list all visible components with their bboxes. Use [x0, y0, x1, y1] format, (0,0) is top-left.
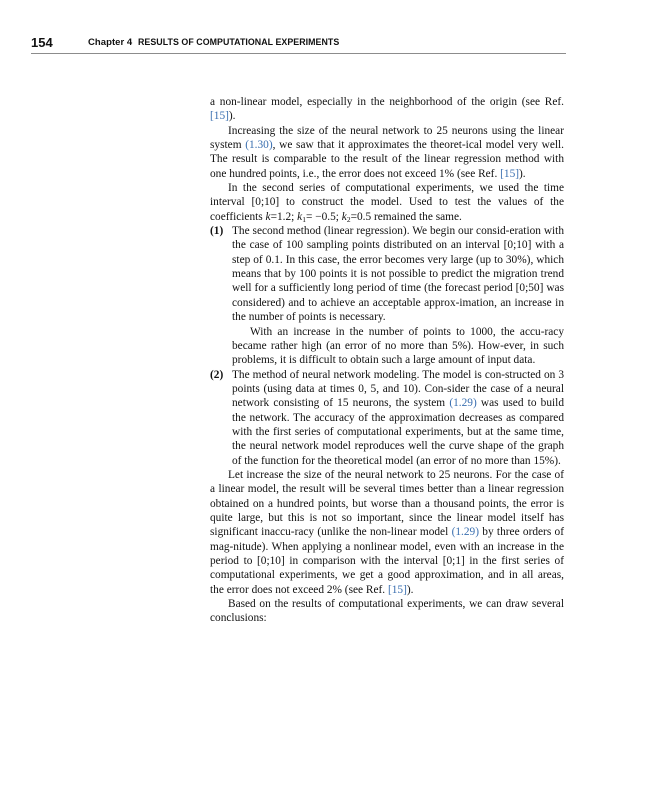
- chapter-label: Chapter 4: [88, 37, 133, 48]
- p4-tail: ).: [406, 583, 414, 596]
- list-item-2: [210, 368, 564, 468]
- equation-ref-1-29[interactable]: (1.29): [451, 526, 479, 539]
- var-k1: k: [297, 210, 303, 223]
- item2-text: The method of neural network modeling. The model is con-structed on 3 points (using data at times 0, 5, and 10). Con-sider the case of a neural network consisting of 15 neurons, the system: [232, 368, 564, 410]
- paragraph-5: Based on the results of computational experiments, we can draw several conclusions:: [210, 598, 564, 625]
- p2-tail: ).: [519, 167, 526, 180]
- p2-text: Increasing the size of the neural network to 25 neurons using the linear system: [210, 124, 564, 152]
- p3-tail: =0.5 remained the same.: [350, 210, 462, 223]
- sub-2: 2: [346, 214, 351, 224]
- p1-tail: ).: [228, 110, 236, 123]
- list-item-1: [210, 224, 564, 367]
- paragraph-3: [210, 181, 564, 224]
- p4-text: Let increase the size of the neural network to 25 neurons. For the case of a linear model, the result will be several times better than a linear regression obtained on a hundred points, but worse than a thousand points, the error is quite large, but this is not so important, since the linear model itself has significant inaccu-racy (unlike the non-linear model: [210, 468, 564, 539]
- running-header: [31, 35, 566, 54]
- chapter-title: RESULTS OF COMPUTATIONAL EXPERIMENTS: [137, 37, 339, 48]
- p3-val-k: =1.2;: [270, 210, 298, 223]
- ref-link-15[interactable]: [15]: [210, 110, 229, 123]
- list-item-1-text: The second method (linear regression). We begin our consid-eration with the case of 100 sampling points distributed on an interval [0;10] with a step of 0.1. In this case, the error becomes very large (up to 30%), which means that by 100 points it is not possible to predict the migration trend well for a sufficiently long period of time (the forecast period [0;50] was considered) and to achieve an acceptable approx-imation, an increase in the number of points is necessary.: [232, 225, 564, 324]
- list-item-1-text-2: With an increase in the number of points to 1000, the accu-racy became rather high (an error of no more than 5%). How-ever, in such problems, it is difficult to obtain such a large amount of input data.: [232, 325, 564, 367]
- equation-ref-1-30[interactable]: (1.30): [245, 139, 273, 152]
- p4-text-2: by three orders of mag-nitude). When applying a nonlinear model, even with an increase in the period to [0;10] in comparison with the interval [0;1] in the first series of computational experiments, we get a good approximation, and in all areas, the error does not exceed 2% (see Ref.: [210, 526, 565, 596]
- paragraph-2: [210, 124, 564, 181]
- list-item-2-text: [232, 368, 564, 468]
- item2-tail: was used to build the network. The accuracy of the approximation decreases as compared with the first series of computational experiments, but at the same time, the neural network model reproduces well the curve shape of the graph of the function for the theoretical model (an error of no more than 15%).: [232, 397, 565, 467]
- p3-text: In the second series of computational experiments, we used the time interval [0;10] to construct the model. Used to test the values of the coefficients: [210, 182, 564, 223]
- paragraph-4: [210, 468, 564, 597]
- list-marker-1: (1): [210, 225, 224, 238]
- p1-text: a non-linear model, especially in the neighborhood of the origin (see Ref.: [210, 96, 564, 108]
- sub-1: 1: [302, 214, 306, 224]
- page-number: 154: [31, 35, 53, 50]
- body-text: [210, 95, 564, 626]
- paragraph-1: [210, 95, 564, 124]
- ref-link-15[interactable]: [15]: [500, 167, 520, 180]
- running-head: [88, 37, 354, 48]
- ref-link-15[interactable]: [15]: [387, 583, 407, 596]
- var-k: k: [265, 210, 271, 223]
- equation-ref-1-29[interactable]: (1.29): [449, 397, 477, 410]
- p3-val-k1: = −0.5;: [305, 210, 342, 223]
- var-k2: k: [341, 210, 347, 223]
- list-marker-2: (2): [210, 368, 224, 381]
- p2-text-2: , we saw that it approximates the theoret-ical model very well. The result is comparable to the result of the linear regression method with one hundred points, i.e., the error does not exceed 1% (see Ref.: [210, 139, 564, 180]
